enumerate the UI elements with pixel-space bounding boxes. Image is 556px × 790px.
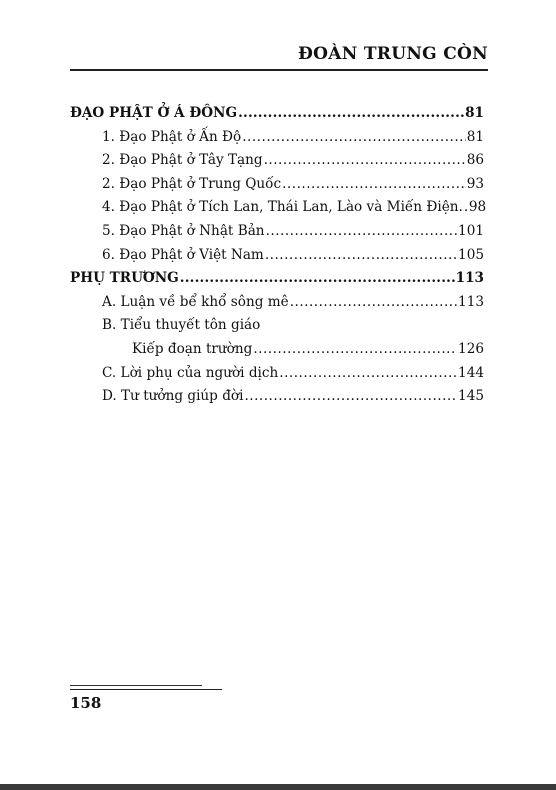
toc-entry: [70, 176, 484, 200]
toc-entry: [70, 152, 484, 176]
toc-dot-leader: [180, 270, 455, 286]
toc-entry-page: 113: [458, 293, 484, 310]
toc-entry-title: ĐẠO PHẬT Ở Á ĐÔNG: [70, 105, 238, 121]
toc-entry-page: 113: [455, 270, 484, 287]
toc-entry: [70, 199, 487, 223]
toc-entry-title: D. Tư tưởng giúp đời: [102, 388, 244, 405]
toc-entry-title: B. Tiểu thuyết tôn giáo: [102, 317, 261, 334]
toc-dot-leader: [244, 388, 457, 404]
toc-entry: [70, 247, 484, 271]
toc-entry-page: 81: [466, 128, 484, 145]
toc-entry: [70, 294, 484, 318]
footer-rule: [70, 689, 222, 690]
toc-entry-title: 4. Đạo Phật ở Tích Lan, Thái Lan, Lào và Miến Điện.: [102, 199, 463, 216]
toc-entry-page: 98: [468, 199, 487, 216]
toc-entry-title: 1. Đạo Phật ở Ấn Độ: [102, 128, 242, 145]
toc-section: [70, 105, 484, 129]
footer-rule: [70, 685, 202, 686]
toc-dot-leader: [242, 129, 465, 145]
toc-dot-leader: [290, 294, 457, 310]
toc-entry: [70, 365, 484, 389]
toc-entry: [70, 341, 484, 365]
toc-entry: [70, 129, 484, 153]
page-edge: [0, 784, 556, 790]
toc-entry-page: 81: [465, 105, 484, 121]
toc-entry-page: 86: [466, 152, 484, 169]
toc-entry-title: C. Lời phụ của người dịch: [102, 364, 279, 381]
toc-entry-page: 145: [458, 388, 484, 405]
toc-dot-leader: [264, 152, 466, 168]
toc-entry-page: 126: [458, 340, 484, 357]
toc-entry: [70, 388, 484, 412]
toc-dot-leader: [238, 105, 464, 121]
toc-entry: [70, 317, 484, 341]
toc-dot-leader: [253, 341, 457, 357]
toc-dot-leader: [265, 247, 457, 263]
toc-entry-title: A. Luận về bể khổ sông mê: [102, 293, 289, 310]
toc-entry-title: 2. Đạo Phật ở Tây Tạng: [102, 152, 263, 169]
toc-entry-title: 2. Đạo Phật ở Trung Quốc: [102, 175, 282, 192]
toc-dot-leader: [279, 365, 457, 381]
toc-entry-page: 93: [466, 175, 484, 192]
toc-section: [70, 270, 484, 294]
page-number: 158: [70, 694, 102, 712]
toc-entry-title: PHỤ TRƯƠNG: [70, 270, 179, 287]
toc-dot-leader: [464, 199, 468, 215]
header-rule: [70, 69, 488, 71]
running-header: ĐOÀN TRUNG CÒN: [298, 44, 488, 64]
table-of-contents: [70, 105, 487, 412]
toc-entry-title: 5. Đạo Phật ở Nhật Bản: [102, 222, 265, 239]
toc-entry: [70, 223, 484, 247]
toc-dot-leader: [266, 223, 457, 239]
toc-entry-title: Kiếp đoạn trường: [132, 340, 253, 357]
toc-entry-page: 101: [458, 222, 484, 239]
toc-entry-title: 6. Đạo Phật ở Việt Nam: [102, 246, 264, 263]
toc-entry-page: 144: [458, 364, 484, 381]
toc-entry-page: 105: [458, 246, 484, 263]
toc-dot-leader: [282, 176, 466, 192]
